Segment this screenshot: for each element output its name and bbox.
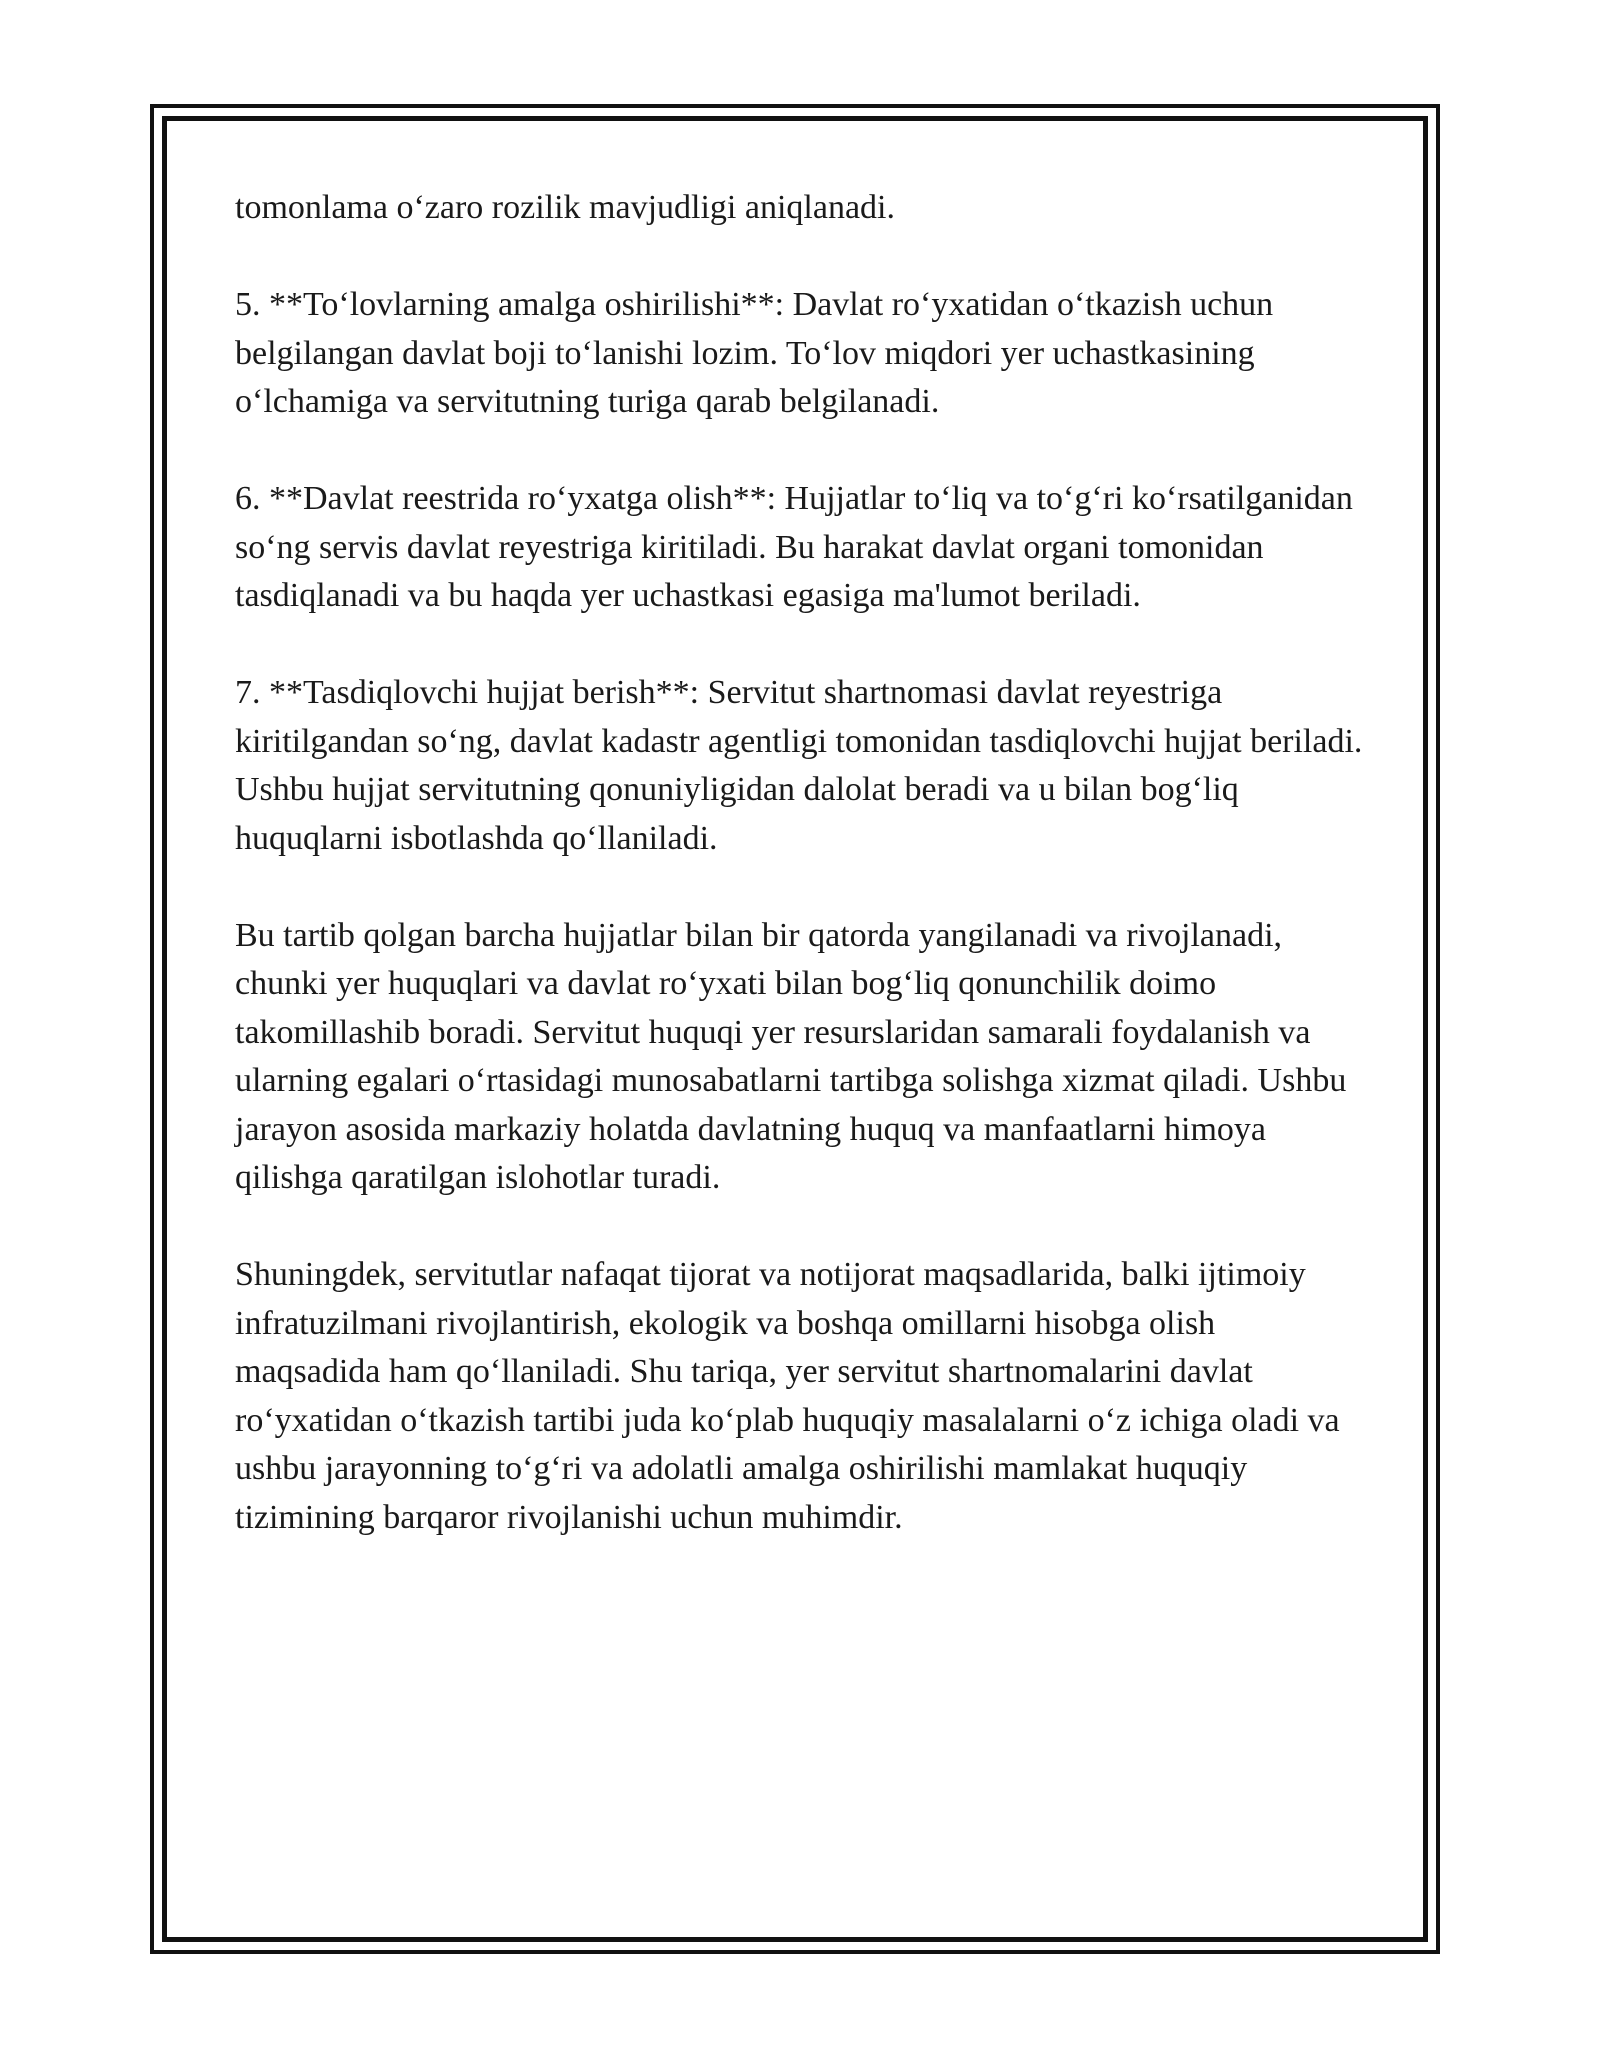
paragraph-item-5-payments: 5. **To‘lovlarning amalga oshirilishi**: Davlat ro‘yxatidan o‘tkazish uchun belgilangan davlat boji to‘lanishi lozim. To‘lov miqdori yer uchastkasining o‘lchamiga va servitutning turiga qarab belgilanadi. (235, 286, 1274, 420)
paragraph-item-6-registry: 6. **Davlat reestrida ro‘yxatga olish**: Hujjatlar to‘liq va to‘g‘ri ko‘rsatilganidan so‘ng servis davlat reyestriga kiritiladi. Bu harakat davlat organi tomonidan tasdiqlanadi va bu haqda yer uchastkasi egasiga ma'lumot beriladi. (235, 480, 1353, 614)
paragraph-procedure-updates: Bu tartib qolgan barcha hujjatlar bilan bir qatorda yangilanadi va rivojlanadi, chunki yer huquqlari va davlat ro‘yxati bilan bog‘liq qonunchilik doimo takomillashib boradi. Servitut huquqi yer resurslaridan samarali foydalanish va ularning egalari o‘rtasidagi munosabatlarni tartibga solishga xizmat qiladi. Ushbu jarayon asosida markaziy holatda davlatning huquq va manfaatlarni himoya qilishga qaratilgan islohotlar turadi. (235, 916, 1347, 1196)
paragraph-intro-continuation: tomonlama o‘zaro rozilik mavjudligi aniqlanadi. (235, 189, 895, 226)
document-body (235, 184, 1365, 1591)
paragraph-item-7-certificate: 7. **Tasdiqlovchi hujjat berish**: Servitut shartnomasi davlat reyestriga kiritilgandan so‘ng, davlat kadastr agentligi tomonidan tasdiqlovchi hujjat beriladi. Ushbu hujjat servitutning qonuniyligidan dalolat beradi va u bilan bog‘liq huquqlarni isbotlashda qo‘llaniladi. (235, 674, 1363, 857)
paragraph-conclusion: Shuningdek, servitutlar nafaqat tijorat va notijorat maqsadlarida, balki ijtimoiy infratuzilmani rivojlantirish, ekologik va boshqa omillarni hisobga olish maqsadida ham qo‘llaniladi. Shu tariqa, yer servitut shartnomalarini davlat ro‘yxatidan o‘tkazish tartibi juda ko‘plab huquqiy masalalarni o‘z ichiga oladi va ushbu jarayonning to‘g‘ri va adolatli amalga oshirilishi mamlakat huquqiy tizimining barqaror rivojlanishi uchun muhimdir. (235, 1256, 1340, 1536)
